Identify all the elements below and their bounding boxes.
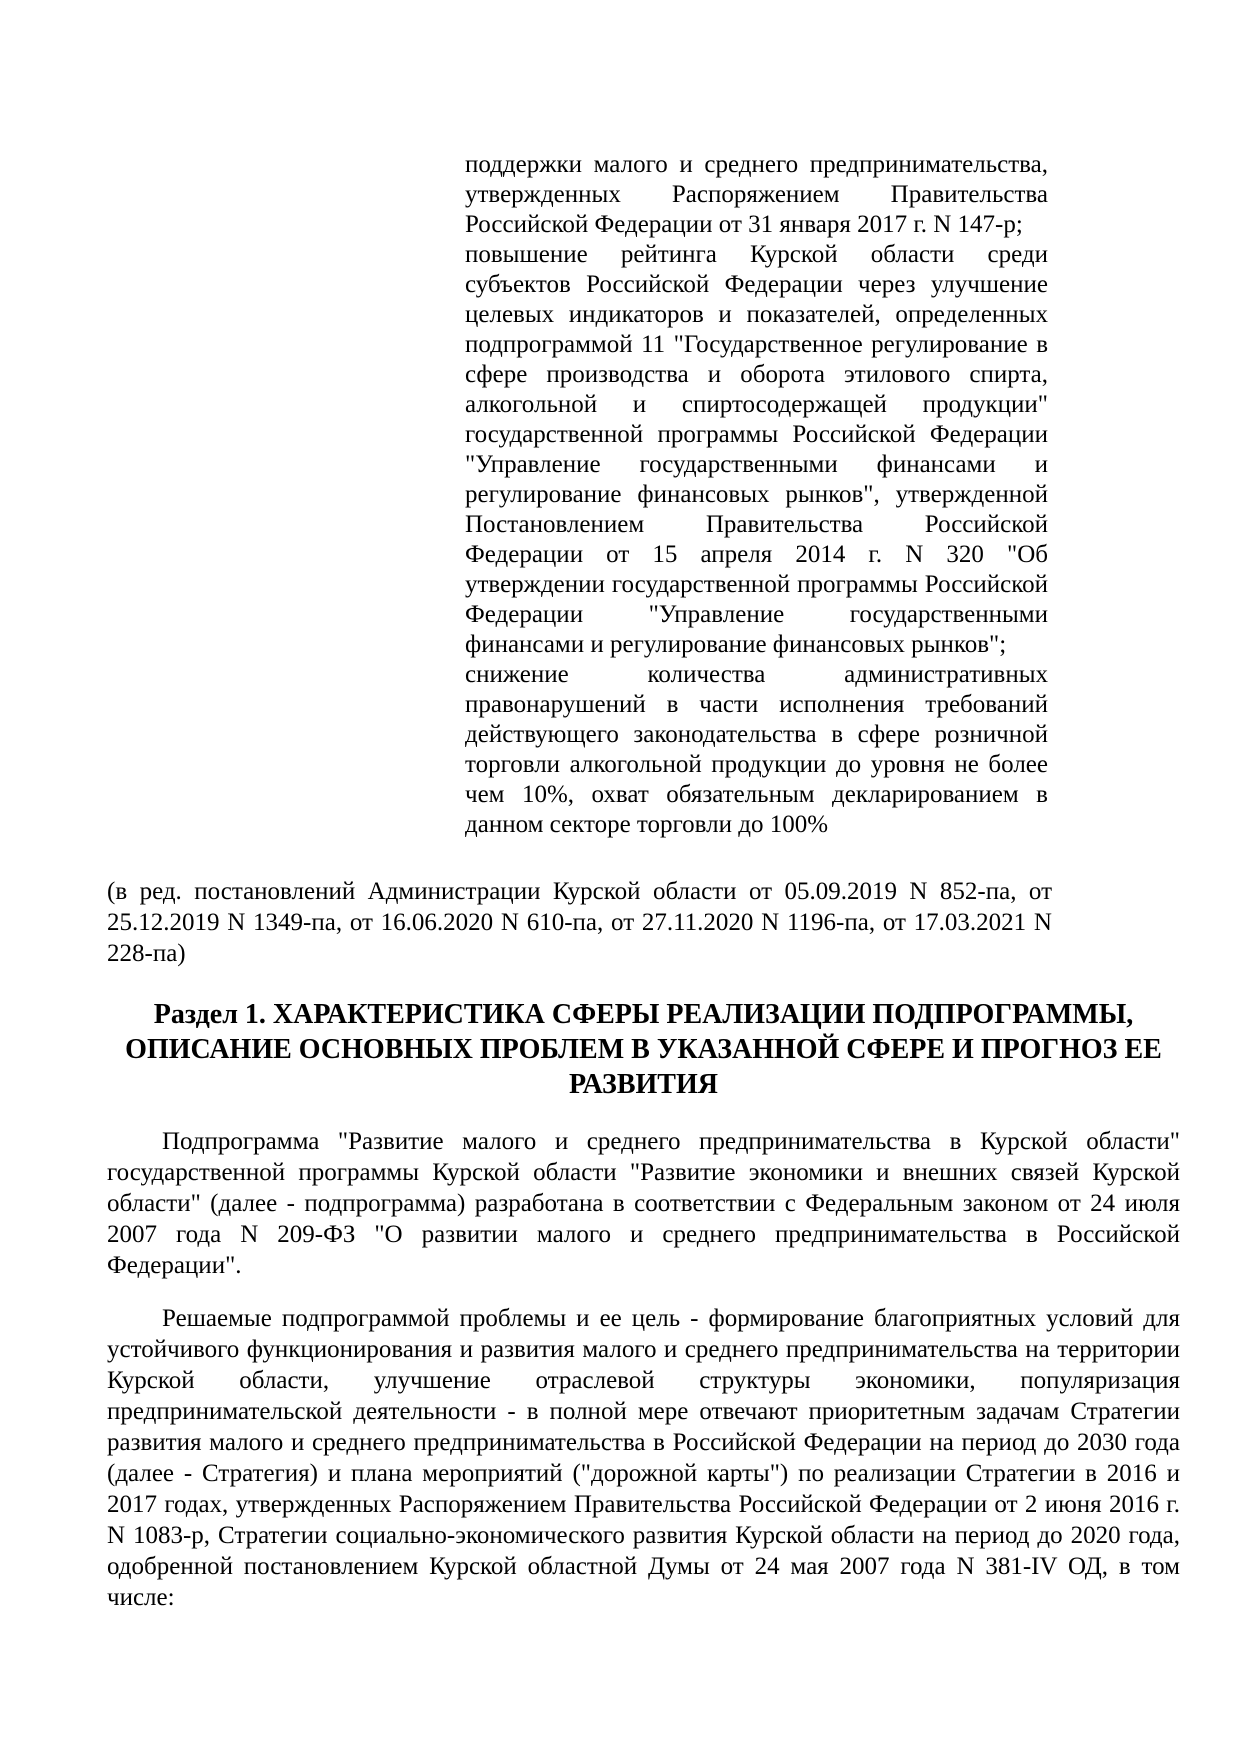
body-paragraph-2: Решаемые подпрограммой проблемы и ее цель - формирование благоприятных условий для устойчивого функционирования и развития малого и среднего предпринимательства на территории Курской области, улучшение отраслевой структуры экономики, популяризация предпринимательской деятельности - в полной мере отвечают приоритетным задачам Стратегии развития малого и среднего предпринимательства в Российской Федерации на период до 2030 года (далее - Стратегия) и плана мероприятий ("дорожной карты") по реализации Стратегии в 2016 и 2017 годах, утвержденных Распоряжением Правительства Российской Федерации от 2 июня 2016 г. N 1083-р, Стратегии социально-экономического развития Курской области на период до 2020 года, одобренной постановлением Курской областной Думы от 24 мая 2007 года N 381-IV ОД, в том числе: xyxy=(107,1305,1180,1611)
body-paragraph-1: Подпрограмма "Развитие малого и среднего предпринимательства в Курской области" государственной программы Курской области "Развитие экономики и внешних связей Курской области" (далее - подпрограмма) разработана в соответствии с Федеральным законом от 24 июля 2007 года N 209-ФЗ "О развитии малого и среднего предпринимательства в Российской Федерации". xyxy=(107,1128,1180,1279)
passport-paragraph-2: повышение рейтинга Курской области среди субъектов Российской Федерации через улучшение целевых индикаторов и показателей, определенных подпрограммой 11 "Государственное регулирование в сфере производства и оборота этилового спирта, алкогольной и спиртосодержащей продукции" государственной программы Российской Федерации "Управление государственными финансами и регулирование финансовых рынков", утвержденной Постановлением Правительства Российской Федерации от 15 апреля 2014 г. N 320 "Об утверждении государственной программы Российской Федерации "Управление государственными финансами и регулирование финансовых рынков"; xyxy=(465,241,1048,658)
amendment-note: (в ред. постановлений Администрации Курской области от 05.09.2019 N 852-па, от 25.12.2019 N 1349-па, от 16.06.2020 N 610-па, от 27.11.2020 N 1196-па, от 17.03.2021 N 228-па) xyxy=(107,878,1052,967)
passport-paragraph-1: поддержки малого и среднего предпринимательства, утвержденных Распоряжением Правительства Российской Федерации от 31 января 2017 г. N 147-р; xyxy=(465,151,1048,238)
passport-right-column xyxy=(465,150,1048,840)
section-heading: Раздел 1. ХАРАКТЕРИСТИКА СФЕРЫ РЕАЛИЗАЦИИ ПОДПРОГРАММЫ, ОПИСАНИЕ ОСНОВНЫХ ПРОБЛЕМ В УКАЗАННОЙ СФЕРЕ И ПРОГНОЗ ЕЕ РАЗВИТИЯ xyxy=(125,999,1162,1100)
passport-paragraph-3: снижение количества административных правонарушений в части исполнения требований действующего законодательства в сфере розничной торговли алкогольной продукции до уровня не более чем 10%, охват обязательным декларированием в данном секторе торговли до 100% xyxy=(465,661,1048,838)
